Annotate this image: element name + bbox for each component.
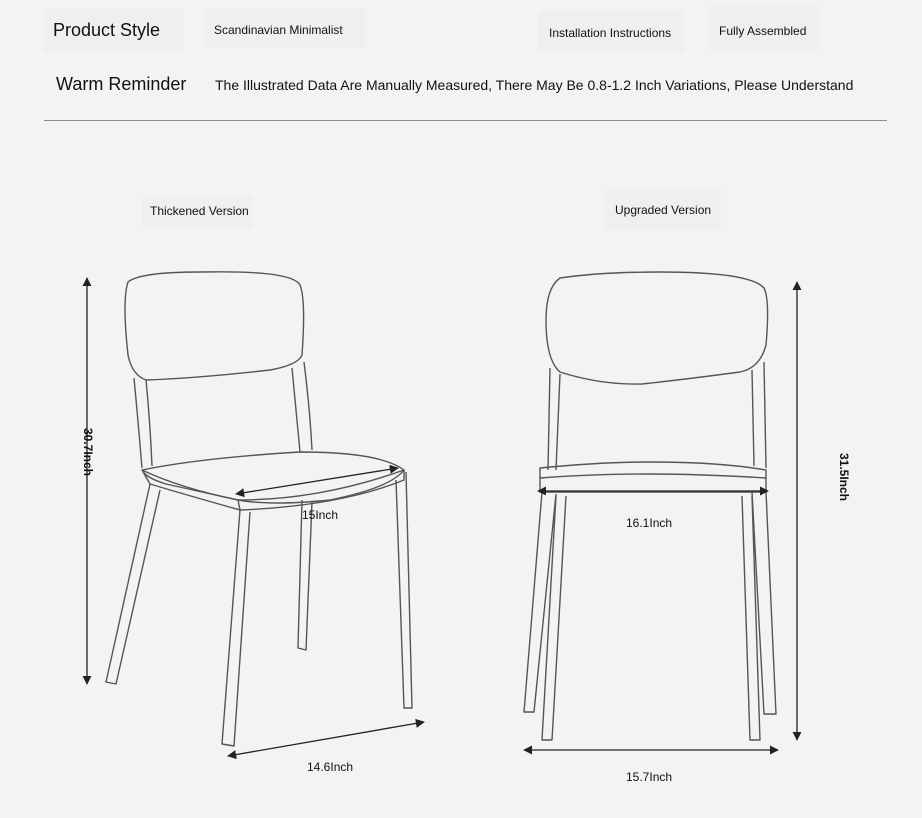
upgraded-version-label: Upgraded Version (615, 203, 712, 217)
right-base-width-label: 15.7Inch (626, 770, 673, 784)
left-seat-width-label: 15Inch (302, 508, 339, 522)
installation-value: Fully Assembled (719, 24, 807, 38)
left-base-width-label: 14.6Inch (307, 760, 354, 774)
product-style-value: Scandinavian Minimalist (214, 23, 343, 37)
upgraded-chair-drawing (524, 272, 776, 740)
warm-reminder-text: The Illustrated Data Are Manually Measured, There May Be 0.8-1.2 Inch Variations, Please Understand (215, 77, 854, 93)
right-height-label: 31.5Inch (837, 452, 852, 502)
product-style-label: Product Style (53, 20, 161, 40)
installation-label: Installation Instructions (549, 26, 672, 40)
base-width-arrow (228, 722, 424, 756)
right-seat-width-label: 16.1Inch (626, 516, 673, 530)
warm-reminder-label: Warm Reminder (56, 74, 187, 94)
thickened-chair-drawing (106, 272, 412, 746)
thickened-version-label: Thickened Version (150, 204, 249, 218)
left-height-label: 30.7Inch (81, 427, 96, 477)
